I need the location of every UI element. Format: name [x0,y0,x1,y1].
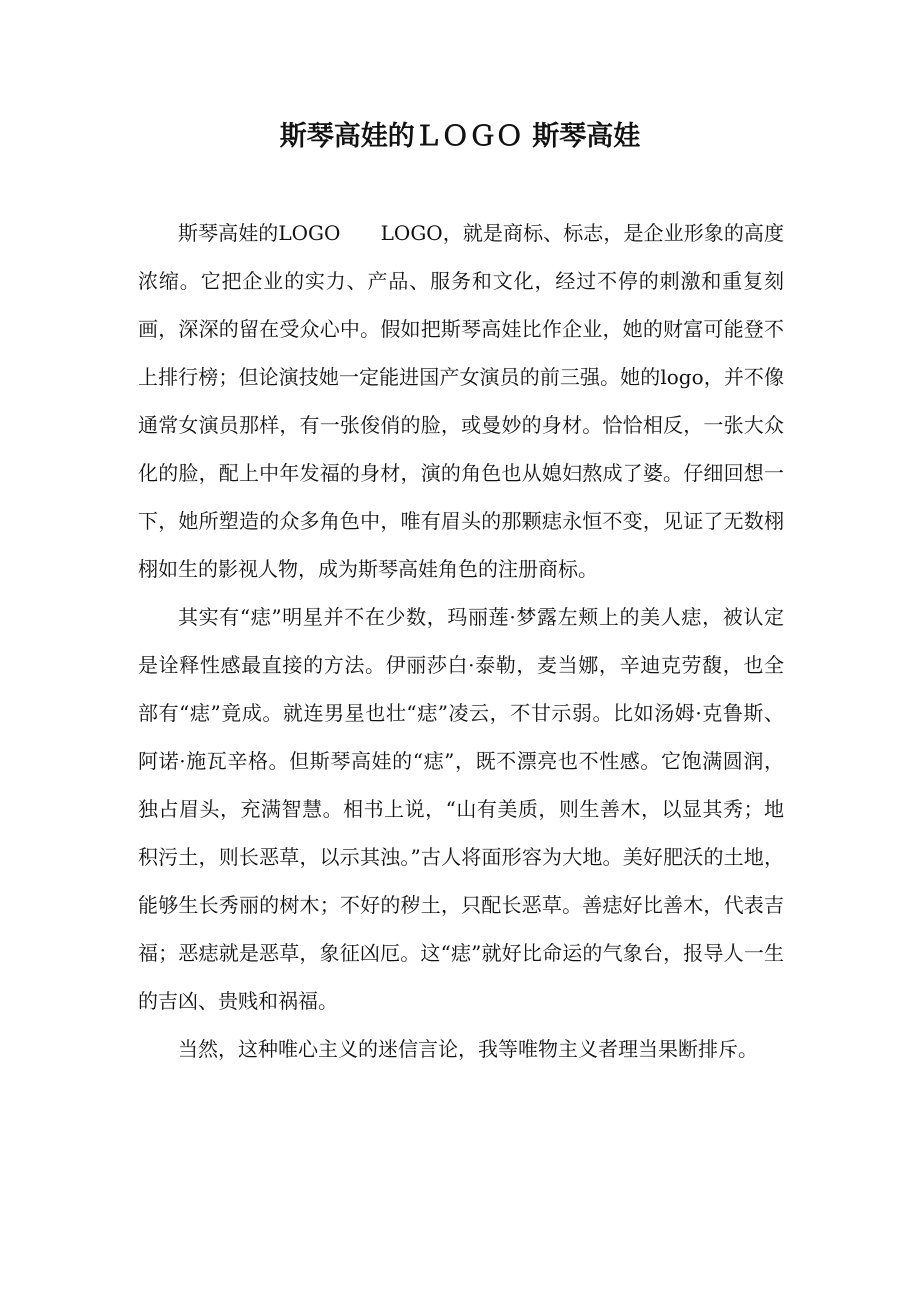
paragraph-2: 其实有“痣”明星并不在少数，玛丽莲·梦露左颊上的美人痣，被认定是诠释性感最直接的方法。伊丽莎白·泰勒，麦当娜，辛迪克劳馥，也全部有“痣”竟成。就连男星也壮“痣”凌云，不甘示弱。比如汤姆·克鲁斯、阿诺·施瓦辛格。但斯琴高娃的“痣”，既不漂亮也不性感。它饱满圆润，独占眉头，充满智慧。相书上说，“山有美质，则生善木，以显其秀；地积污土，则长恶草，以示其浊。”古人将面形容为大地。美好肥沃的土地，能够生长秀丽的树木；不好的秽土，只配长恶草。善痣好比善木，代表吉福；恶痣就是恶草，象征凶厄。这“痣”就好比命运的气象台，报导人一生的吉凶、贵贱和祸福。 [138,605,784,1013]
paragraph-1: 斯琴高娃的LOGO LOGO，就是商标、标志，是企业形象的高度浓缩。它把企业的实力、产品、服务和文化，经过不停的刺激和重复刻画，深深的留在受众心中。假如把斯琴高娃比作企业，她的财富可能登不上排行榜；但论演技她一定能进国产女演员的前三强。她的logo，并不像通常女演员那样，有一张俊俏的脸，或曼妙的身材。恰恰相反，一张大众化的脸，配上中年发福的身材，演的角色也从媳妇熬成了婆。仔细回想一下，她所塑造的众多角色中，唯有眉头的那颗痣永恒不变，见证了无数栩栩如生的影视人物，成为斯琴高娃角色的注册商标。 [138,221,784,581]
paragraph-3: 当然，这种唯心主义的迷信言论，我等唯物主义者理当果断排斥。 [178,1037,758,1061]
document-body [138,209,784,1073]
page-title: 斯琴高娃的ＬＯＧＯ 斯琴高娃 [279,121,641,152]
